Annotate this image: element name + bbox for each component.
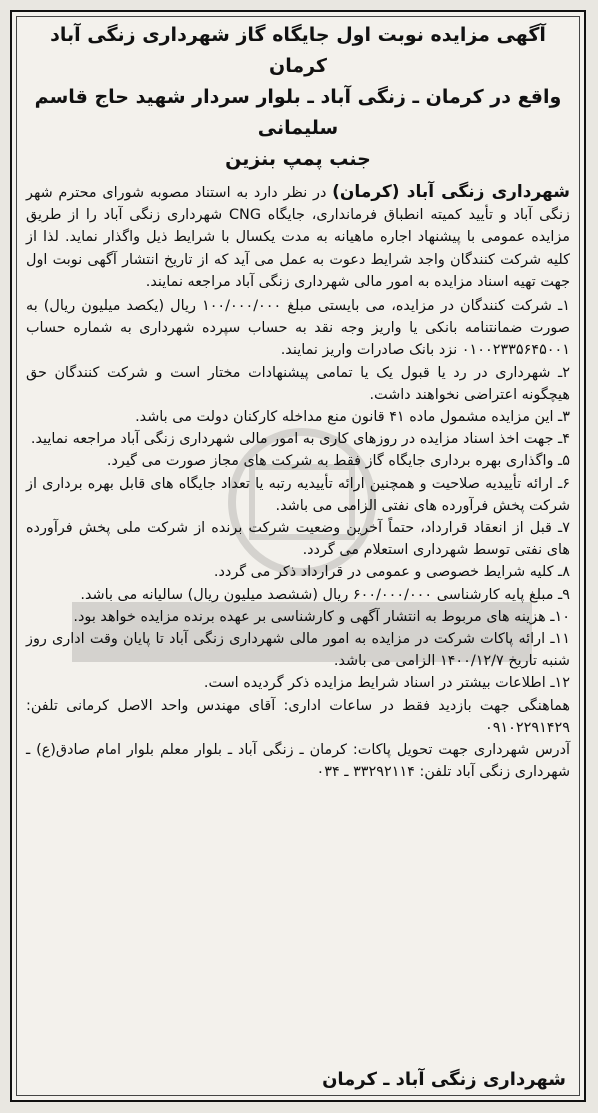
condition-item: ۹ـ مبلغ پایه کارشناسی ۶۰۰/۰۰۰/۰۰۰ ریال (ششصد میلیون ریال) سالیانه می باشد.	[80, 586, 570, 603]
headline-line-1: آگهی مزایده نوبت اول جایگاه گاز شهرداری زنگی آباد کرمان	[50, 24, 546, 77]
condition-item: ۶ـ ارائه تأییدیه صلاحیت و همچنین ارائه تأییدیه رتبه یا تعداد جایگاه های قابل بهره برداری از شرکت پخش فرآورده های نفتی الزامی می باشد.	[26, 475, 570, 514]
condition-item: ۱۱ـ ارائه پاکات شرکت در مزایده به امور مالی شهرداری زنگی آباد تا پایان وقت اداری روز شنبه تاریخ ۱۴۰۰/۱۲/۷ الزامی می باشد.	[26, 631, 570, 670]
condition-item: ۸ـ کلیه شرایط خصوصی و عمومی در قرارداد ذکر می گردد.	[213, 564, 570, 581]
condition-item: ۱۲ـ اطلاعات بیشتر در اسناد شرایط مزایده ذکر گردیده است.	[203, 675, 570, 692]
condition-item: ۱۰ـ هزینه های مربوط به انتشار آگهی و کارشناسی بر عهده برنده مزایده خواهد بود.	[73, 608, 570, 625]
condition-item: ۵ـ واگذاری بهره برداری جایگاه گاز فقط به شرکت های مجاز صورت می گیرد.	[106, 453, 570, 470]
lead-text: در نظر دارد به استناد مصوبه شورای محترم شهر زنگی آباد و تأیید کمیته انطباق فرمانداری، جایگاه CNG شهرداری زنگی آباد را از طریق مزایده عمومی با پیشنهاد اجاره ماهیانه به مدت یکسال با شرایط ذیل واگذار نماید. لذا از کلیه شرکت کنندگان واجد شرایط دعوت به عمل می آید که از تاریخ انتشار آگهی نوبت اول جهت تهیه اسناد مزایده به امور مالی شهرداری زنگی آباد مراجعه نمایند.	[26, 185, 570, 290]
conditions-list	[26, 295, 570, 695]
lead-paragraph	[26, 181, 570, 293]
headline-line-3: جنب پمپ بنزین	[225, 148, 371, 170]
headline	[26, 20, 570, 175]
footer-signature: شهرداری زنگی آباد ـ کرمان	[322, 1069, 566, 1090]
contact-address: آدرس شهرداری جهت تحویل پاکات: کرمان ـ زنگی آباد ـ بلوار معلم بلوار امام صادق(ع) ـ شهرداری زنگی آباد تلفن: ۳۳۲۹۲۱۱۴ ـ ۰۳۴	[26, 742, 570, 781]
municipality-name: شهرداری زنگی آباد (کرمان)	[332, 182, 570, 202]
condition-item: ۷ـ قبل از انعقاد قرارداد، حتماً آخرین وضعیت شرکت برنده از شرکت ملی پخش فرآورده های نفتی توسط شهرداری استعلام می گردد.	[26, 520, 570, 559]
condition-item: ۱ـ شرکت کنندگان در مزایده، می بایستی مبلغ ۱۰۰/۰۰۰/۰۰۰ ریال (یکصد میلیون ریال) به صورت ضمانتنامه بانکی یا واریز وجه نقد به حساب سپرده شهرداری به شماره حساب ۰۱۰۰۲۳۳۵۶۴۵۰۰۱ نزد بانک صادرات واریز نمایند.	[26, 298, 570, 359]
condition-item: ۴ـ جهت اخذ اسناد مزایده در روزهای کاری به امور مالی شهرداری زنگی آباد مراجعه نمایید.	[30, 431, 570, 448]
contact-coordination: هماهنگی جهت بازدید فقط در ساعات اداری: آقای مهندس واحد الاصل کرمانی تلفن: ۰۹۱۰۲۲۹۱۴۲۹	[26, 697, 570, 736]
headline-line-2: واقع در کرمان ـ زنگی آباد ـ بلوار سردار شهید حاج قاسم سلیمانی	[34, 86, 562, 139]
ad-notice	[10, 10, 586, 1102]
condition-item: ۲ـ شهرداری در رد یا قبول یک یا تمامی پیشنهادات مختار است و شرکت کنندگان حق هیچگونه اعتراضی نخواهند داشت.	[26, 364, 570, 403]
condition-item: ۳ـ این مزایده مشمول ماده ۴۱ قانون منع مداخله کارکنان دولت می باشد.	[135, 409, 570, 426]
